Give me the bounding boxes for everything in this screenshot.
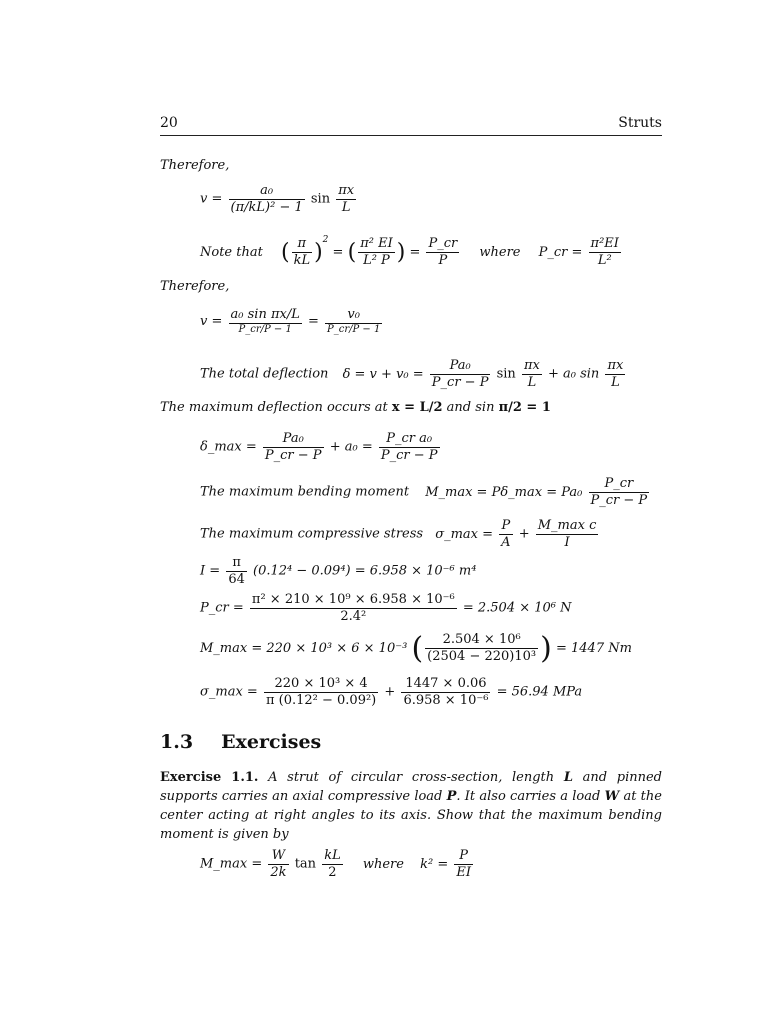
eqsig-frac1 — [264, 676, 378, 708]
eqex-k-lhs: k² = — [420, 856, 449, 872]
dmax-f1-num: Pa₀ — [263, 431, 324, 448]
eqex-f2-num: kL — [324, 848, 341, 863]
total-deflection-expr: δ = v + v₀ = — [342, 366, 424, 382]
equation-v-2: v = $\frac{\text{a₀ sin πx/L}}{P\_cr/P - 1}$ = $\frac{\text{v₀}}{P\_cr/P - 1}$ — [200, 307, 381, 335]
eqex-frac1 — [268, 848, 288, 880]
note-label: Note that — [200, 245, 263, 260]
note-rhs2-den: P — [438, 253, 448, 268]
dmax-f1-den: P_cr − P — [264, 447, 322, 463]
eqex-f3-num: P — [454, 848, 473, 865]
td-f1-den: P_cr − P — [431, 374, 489, 390]
eqPcr-f-num: π² × 210 × 10⁹ × 6.958 × 10⁻⁶ — [251, 592, 455, 607]
dmax-frac1 — [263, 431, 324, 463]
eqPcr-rest: = 2.504 × 10⁶ N — [462, 600, 572, 616]
exercise-label: Exercise 1.1. — [160, 770, 259, 785]
ms-plus: + — [518, 526, 530, 542]
eqex-f1-den: 2k — [270, 864, 287, 880]
equation-sigma-max — [200, 676, 582, 708]
eq-v1-frac2-den: L — [341, 199, 351, 215]
exercise-W: W — [604, 789, 620, 804]
ms-frac1 — [499, 518, 512, 550]
eq-v1-frac1 — [229, 183, 305, 215]
eqsig-frac2 — [401, 676, 490, 708]
eq-v2-den1: P_cr/P − 1 — [238, 323, 292, 335]
exercise-paragraph — [160, 768, 662, 844]
equation-Pcr — [200, 592, 572, 624]
eq-v1-frac2 — [336, 183, 356, 215]
equation-max-stress — [200, 518, 600, 550]
td-plus: + a₀ sin — [547, 366, 600, 382]
section-number: 1.3 — [160, 731, 194, 753]
eqMmax-rest: = 1447 Nm — [555, 641, 632, 656]
eqsig-f2-num: 1447 × 0.06 — [401, 676, 490, 693]
exercise-text-c: . It also carries a load — [456, 789, 601, 804]
eqsig-lhs: σ_max = — [200, 684, 258, 700]
td-f3-num: πx — [607, 358, 624, 373]
equation-total-deflection — [200, 358, 627, 390]
note-frac-pcr — [589, 236, 621, 268]
eq-v1-sin: sin — [310, 191, 331, 207]
dmax-mid: + a₀ = — [329, 439, 373, 455]
eqsig-rest: = 56.94 MPa — [496, 684, 583, 700]
eqex-f1-num: W — [268, 848, 288, 865]
total-deflection-label: The total deflection — [200, 366, 329, 382]
eqI-frac — [226, 555, 247, 587]
maxdef-cond1: x = L/2 — [391, 400, 443, 415]
mm-f-den: P_cr − P — [590, 492, 648, 508]
therefore-text-2: Therefore, — [160, 279, 230, 294]
eqex-frac3 — [454, 848, 473, 880]
eqex-tan: tan — [294, 856, 317, 872]
ms-label: The maximum compressive stress — [200, 526, 424, 542]
exercise-L: L — [563, 770, 573, 785]
dmax-lhs: δ_max = — [200, 439, 257, 455]
eqI-rest: (0.12⁴ − 0.09⁴) = 6.958 × 10⁻⁶ m⁴ — [253, 563, 477, 579]
note-pcr-lhs: P_cr = — [538, 245, 583, 260]
ms-f1-num: P — [499, 518, 512, 535]
eq-v1-den-paren: (π/kL) — [230, 199, 271, 215]
eq-v1-lhs: v = — [200, 191, 223, 207]
exercise-text-a: A strut of circular cross-section, length — [268, 770, 555, 785]
dmax-f2-num: P_cr a₀ — [379, 431, 440, 448]
eq-v2-den2: P_cr/P − 1 — [327, 323, 381, 335]
eqsig-f1-den: π (0.12² − 0.09²) — [265, 692, 377, 708]
mm-frac — [589, 476, 650, 508]
dmax-f2-den: P_cr − P — [380, 447, 438, 463]
eqPcr-lhs: P_cr = — [200, 600, 244, 616]
chapter-title: Struts — [618, 115, 662, 131]
eq-v2-frac1 — [229, 307, 302, 336]
section-heading — [160, 731, 321, 753]
equation-max-moment — [200, 476, 651, 508]
eq-v2-frac2 — [325, 307, 382, 336]
note-frac-rhs1 — [358, 236, 395, 268]
equation-delta-max — [200, 431, 442, 463]
note-frac-lhs — [292, 236, 313, 268]
eqsig-f1-num: 220 × 10³ × 4 — [264, 676, 378, 693]
note-frac-rhs2 — [426, 236, 459, 268]
eq-v1-num: a₀ — [229, 183, 305, 200]
eqMmax-f-den: (2504 − 220)10³ — [427, 649, 537, 664]
note-rhs1-den: L² P — [363, 253, 390, 268]
eq-v2-lhs: v = — [200, 313, 223, 329]
eqsig-f2-den: 6.958 × 10⁻⁶ — [403, 692, 489, 708]
td-sin: sin — [496, 366, 516, 382]
therefore-text-1: Therefore, — [160, 158, 230, 173]
eqMmax-f-num: 2.504 × 10⁶ — [425, 632, 538, 649]
note-lhs-den: kL — [293, 253, 311, 268]
td-f3-den: L — [611, 374, 620, 390]
td-f2-den: L — [527, 374, 537, 390]
eqPcr-frac — [250, 592, 457, 624]
note-where: where — [479, 245, 521, 260]
maxdef-cond2: π/2 = 1 — [498, 400, 551, 415]
td-frac1 — [430, 358, 491, 390]
note-lhs-num: π — [292, 236, 313, 253]
eq-v2-num2: v₀ — [325, 307, 382, 324]
eqPcr-f-den: 2.4² — [340, 608, 367, 624]
exercise-text-b: and pinned supports carries an axial compressive load — [160, 770, 662, 804]
eqI-f-num: π — [226, 555, 247, 572]
section-title: Exercises — [221, 731, 322, 753]
td-f2-num: πx — [523, 358, 540, 373]
eq-v2-num1: a₀ sin πx/L — [230, 307, 300, 322]
note-rhs1-num: π² EI — [360, 236, 393, 252]
ms-f2-num: M_max c — [537, 518, 597, 533]
equation-Mmax: M_max = 220 × 10³ × 6 × 10⁻³ ( $\frac{\text{2.504 × 10⁶}}{\text{(2504 − 220)10³}}$ ) = 1447 Nm — [200, 631, 632, 666]
dmax-frac2 — [379, 431, 440, 463]
ms-f1-den: A — [501, 534, 511, 550]
equation-v-1 — [200, 183, 358, 215]
eqMmax-frac — [425, 632, 538, 664]
eqex-lhs: M_max = — [200, 856, 263, 872]
equation-note-that: Note that ( $\frac{\pi}{kL}$ )$^2$ = ( $\frac{\text{π² EI}}{\text{L² P}}$ ) = $\frac{P\_cr}{P}$ where P_cr = $\frac{\text{π²EI}}{\text{L²}}$ — [200, 235, 619, 268]
running-header — [160, 115, 662, 136]
eq-v1-frac2-num: πx — [338, 183, 355, 198]
eqex-frac2 — [322, 848, 343, 880]
equation-exercise — [200, 848, 475, 880]
eq-v1-den-rest: ² − 1 — [270, 199, 303, 215]
ms-frac2 — [536, 518, 599, 550]
mm-label: The maximum bending moment — [200, 484, 410, 500]
max-deflection-text — [160, 400, 551, 415]
eqMmax-lhs: M_max = 220 × 10³ × 6 × 10⁻³ — [200, 641, 408, 656]
eqex-f3-den: EI — [456, 864, 471, 880]
note-rhs2-num: P_cr — [428, 236, 458, 252]
note-pcr-den: L² — [597, 253, 612, 268]
maxdef-part2: and sin — [446, 400, 495, 415]
ms-f2-den: I — [564, 534, 570, 550]
exercise-text-d: at the center acting at right angles to its axis. Show that the maximum bending moment is given by — [160, 789, 662, 842]
page-number: 20 — [160, 115, 178, 131]
eqsig-plus: + — [384, 684, 396, 700]
mm-f-num: P_cr — [589, 476, 650, 493]
eqex-f2-den: 2 — [328, 864, 337, 880]
equation-I — [200, 555, 476, 587]
maxdef-part1: The maximum deflection occurs at — [160, 400, 388, 415]
td-f1-num: Pa₀ — [430, 358, 491, 375]
eqI-lhs: I = — [200, 563, 221, 579]
eqex-where: where — [362, 856, 404, 872]
td-frac2 — [522, 358, 542, 390]
exercise-P: P — [446, 789, 457, 804]
mm-expr: M_max = Pδ_max = Pa₀ — [425, 484, 583, 500]
ms-expr: σ_max = — [435, 526, 494, 542]
td-frac3 — [605, 358, 625, 390]
eqI-f-den: 64 — [228, 571, 245, 587]
note-pcr-num: π²EI — [590, 236, 619, 252]
